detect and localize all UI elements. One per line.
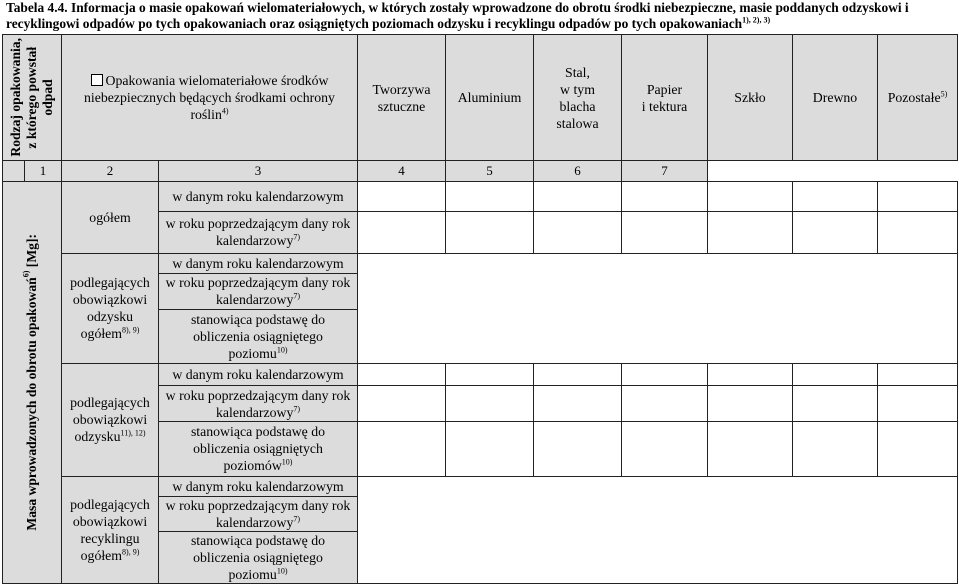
column-number: 2 <box>62 161 159 181</box>
input-cell[interactable] <box>793 211 878 253</box>
input-cell[interactable] <box>878 181 958 211</box>
input-cell[interactable] <box>358 181 446 211</box>
input-cell[interactable] <box>534 422 622 476</box>
table-caption: Tabela 4.4. Informacja o masie opakowań wielomateriałowych, w których zostały wprowadzone do obrotu środki niebezpieczne, masie poddanych odzyskowi i recyklingowi odpadów po tych opakowaniach oraz osiągniętych poziomach odzysku i recyklingu odpadów po tych opakowaniach$^{1), 2), 3)}$ <box>6 0 909 31</box>
input-cell[interactable] <box>358 211 446 253</box>
input-cell[interactable] <box>358 386 446 422</box>
input-cell[interactable] <box>878 211 958 253</box>
input-cell[interactable] <box>446 386 534 422</box>
input-cell[interactable] <box>622 386 708 422</box>
col-plastics-header: Tworzywa sztuczne <box>358 35 446 161</box>
package-type-header: Opakowania wielomateriałowe środków niebezpiecznych będących środkami ochrony roślin$^{4)}$ <box>62 35 358 161</box>
row-current-year: w danym roku kalendarzowym <box>159 253 358 273</box>
input-cell[interactable] <box>793 422 878 476</box>
input-cell[interactable] <box>878 364 958 386</box>
input-cell[interactable] <box>622 422 708 476</box>
row-basis-level: stanowiąca podstawę do obliczenia osiągniętego poziomu$^{10)}$ <box>159 531 358 583</box>
group-recovery: podlegających obowiązkowi odzysku$^{11), 12)}$ <box>62 364 159 476</box>
row-basis-level: stanowiąca podstawę do obliczenia osiągniętego poziomu$^{10)}$ <box>159 309 358 363</box>
group-recovery-total: podlegających obowiązkowi odzysku ogółem$^{8), 9)}$ <box>62 253 159 363</box>
column-number: 6 <box>534 161 622 181</box>
input-cell[interactable] <box>622 211 708 253</box>
number-row-spacer <box>3 161 25 181</box>
row-previous-year: w roku poprzedzającym dany rok kalendarzowy$^{7)}$ <box>159 496 358 531</box>
row-basis-levels: stanowiąca podstawę do obliczenia osiągniętych poziomów$^{10)}$ <box>159 422 358 476</box>
row-previous-year: w roku poprzedzającym dany rok kalendarzowy$^{7)}$ <box>159 273 358 309</box>
input-cell[interactable] <box>446 211 534 253</box>
row-current-year: w danym roku kalendarzowym <box>159 181 358 211</box>
row-current-year: w danym roku kalendarzowym <box>159 364 358 386</box>
col-aluminium-header: Aluminium <box>446 35 534 161</box>
input-cell[interactable] <box>534 364 622 386</box>
input-cell-merged[interactable] <box>358 476 958 583</box>
col-wood-header: Drewno <box>793 35 878 161</box>
input-cell[interactable] <box>878 422 958 476</box>
input-cell[interactable] <box>446 181 534 211</box>
row-previous-year: w roku poprzedzającym dany rok kalendarzowy$^{7)}$ <box>159 211 358 253</box>
col-other-header: Pozostałe$^{5)}$ <box>878 35 958 161</box>
column-number: 7 <box>622 161 708 181</box>
col-paper-header: Papier i tektura <box>622 35 708 161</box>
corner-header: Rodzaj opakowania, z którego powstał odpad <box>3 35 62 161</box>
input-cell[interactable] <box>534 181 622 211</box>
mass-side-label: Masa wprowadzonych do obrotu opakowań$^{6)}$ [Mg]: <box>3 181 62 583</box>
input-cell[interactable] <box>708 181 793 211</box>
group-total: ogółem <box>62 181 159 253</box>
column-number: 5 <box>446 161 534 181</box>
column-number: 1 <box>25 161 62 181</box>
input-cell[interactable] <box>446 364 534 386</box>
column-number: 3 <box>159 161 358 181</box>
column-number: 4 <box>358 161 446 181</box>
input-cell[interactable] <box>793 181 878 211</box>
input-cell[interactable] <box>708 211 793 253</box>
input-cell-merged[interactable] <box>358 253 958 363</box>
input-cell[interactable] <box>878 386 958 422</box>
input-cell[interactable] <box>534 211 622 253</box>
input-cell[interactable] <box>534 386 622 422</box>
col-glass-header: Szkło <box>708 35 793 161</box>
multimaterial-packaging-table <box>2 34 958 584</box>
checkbox-icon[interactable] <box>91 74 103 86</box>
input-cell[interactable] <box>358 364 446 386</box>
input-cell[interactable] <box>358 422 446 476</box>
input-cell[interactable] <box>793 364 878 386</box>
group-recycling-total: podlegających obowiązkowi recyklingu ogółem$^{8), 9)}$ <box>62 476 159 583</box>
input-cell[interactable] <box>708 364 793 386</box>
input-cell[interactable] <box>793 386 878 422</box>
row-previous-year: w roku poprzedzającym dany rok kalendarzowy$^{7)}$ <box>159 386 358 422</box>
input-cell[interactable] <box>622 181 708 211</box>
col-steel-header: Stal, w tym blacha stalowa <box>534 35 622 161</box>
input-cell[interactable] <box>708 422 793 476</box>
input-cell[interactable] <box>622 364 708 386</box>
input-cell[interactable] <box>446 422 534 476</box>
row-current-year: w danym roku kalendarzowym <box>159 476 358 496</box>
input-cell[interactable] <box>708 386 793 422</box>
